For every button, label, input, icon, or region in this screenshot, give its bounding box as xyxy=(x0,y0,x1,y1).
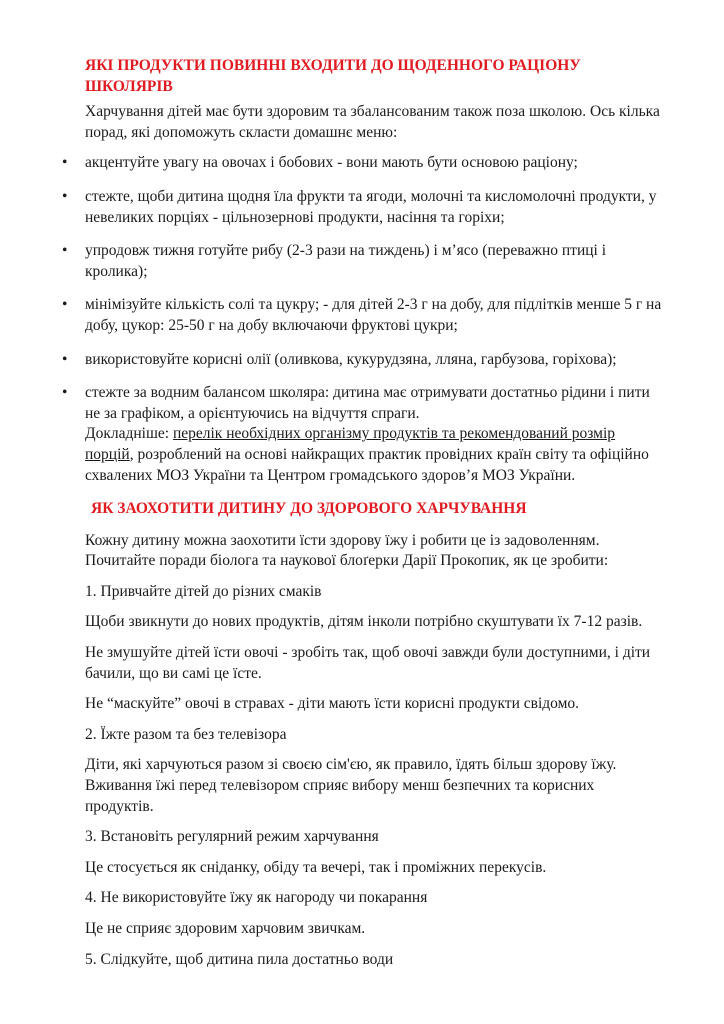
products-list-link[interactable]: перелік необхідних організму продуктів та рекомендований розмір порцій xyxy=(85,425,616,463)
list-item xyxy=(85,241,666,282)
tip-3-text: Це стосується як сніданку, обіду та вечері, так і проміжних перекусів. xyxy=(85,858,547,876)
daily-diet-tips-list xyxy=(85,153,666,486)
section1-heading: ЯКІ ПРОДУКТИ ПОВИННІ ВХОДИТИ ДО ЩОДЕННОГО РАЦІОНУ ШКОЛЯРІВ xyxy=(85,57,581,95)
list-item xyxy=(85,153,666,174)
tip-1-title: 1. Привчайте дітей до різних смаків xyxy=(85,582,322,600)
bullet-text: упродовж тижня готуйте рибу (2-3 рази на тиждень) і м’ясо (переважно птиці і кролика); xyxy=(85,242,607,280)
list-item xyxy=(85,187,666,228)
more-info-note xyxy=(85,424,666,486)
tip-4-title: 4. Не використовуйте їжу як нагороду чи покарання xyxy=(85,889,428,907)
more-info-suffix: , розроблений на основі найкращих практик провідних країн світу та офіційно схвалених МОЗ України та Центром громадського здоров’я МОЗ України. xyxy=(85,445,649,484)
tip-4-text: Це не сприяє здоровим харчовим звичкам. xyxy=(85,920,366,937)
tip-1-text-1: Щоби звикнути до нових продуктів, дітям інколи потрібно скуштувати їх 7-12 разів. xyxy=(85,613,643,631)
tip-2-text: Діти, які харчуються разом зі своєю сім'єю, як правило, їдять більш здорову їжу. Вживання їжі перед телевізором сприяє вибору менш безпечних та корисних продуктів. xyxy=(85,756,617,815)
tip-2-title: 2. Їжте разом та без телевізора xyxy=(85,725,287,743)
bullet-text: використовуйте корисні олії (оливкова, кукурудзяна, лляна, гарбузова, горіхова); xyxy=(85,350,617,368)
section1-intro: Харчування дітей має бути здоровим та збалансованим також поза школою. Ось кілька порад, які допоможуть скласти домашнє меню: xyxy=(85,103,660,141)
tip-3-title: 3. Встановіть регулярний режим харчування xyxy=(85,828,379,846)
section2-intro: Кожну дитину можна заохотити їсти здорову їжу і робити це із задоволенням. Почитайте поради біолога та наукової блоґерки Дарії Прокопик, як це зробити: xyxy=(85,531,609,570)
bullet-text: мінімізуйте кількість солі та цукру; - для дітей 2-3 г на добу, для підлітків менше 5 г на добу, цукор: 25-50 г на добу включаючи фруктові цукри; xyxy=(85,296,662,334)
tip-5-title: 5. Слідкуйте, щоб дитина пила достатньо води xyxy=(85,950,394,968)
bullet-text: стежте, щоби дитина щодня їла фрукти та ягоди, молочні та кисломолочні продукти, у невеликих порціях - цільнозернові продукти, насіння та горіхи; xyxy=(85,187,657,226)
list-item xyxy=(85,350,666,371)
bullet-text: стежте за водним балансом школяра: дитина має отримувати достатньо рідини і пити не за графіком, а орієнтуючись на відчуття спраги. xyxy=(85,384,650,422)
list-item xyxy=(85,295,666,336)
more-info-prefix: Докладніше: xyxy=(85,425,173,443)
section2-heading: ЯК ЗАОХОТИТИ ДИТИНУ ДО ЗДОРОВОГО ХАРЧУВАННЯ xyxy=(91,500,527,518)
list-item xyxy=(85,383,666,486)
bullet-text: акцентуйте увагу на овочах і бобових - вони мають бути основою раціону; xyxy=(85,154,578,172)
tip-1-text-3: Не “маскуйте” овочі в стравах - діти мають їсти корисні продукти свідомо. xyxy=(85,695,580,713)
tip-1-text-2: Не змушуйте дітей їсти овочі - зробіть так, щоб овочі завжди були доступними, і діти бачили, що ви самі це їсте. xyxy=(85,644,651,682)
